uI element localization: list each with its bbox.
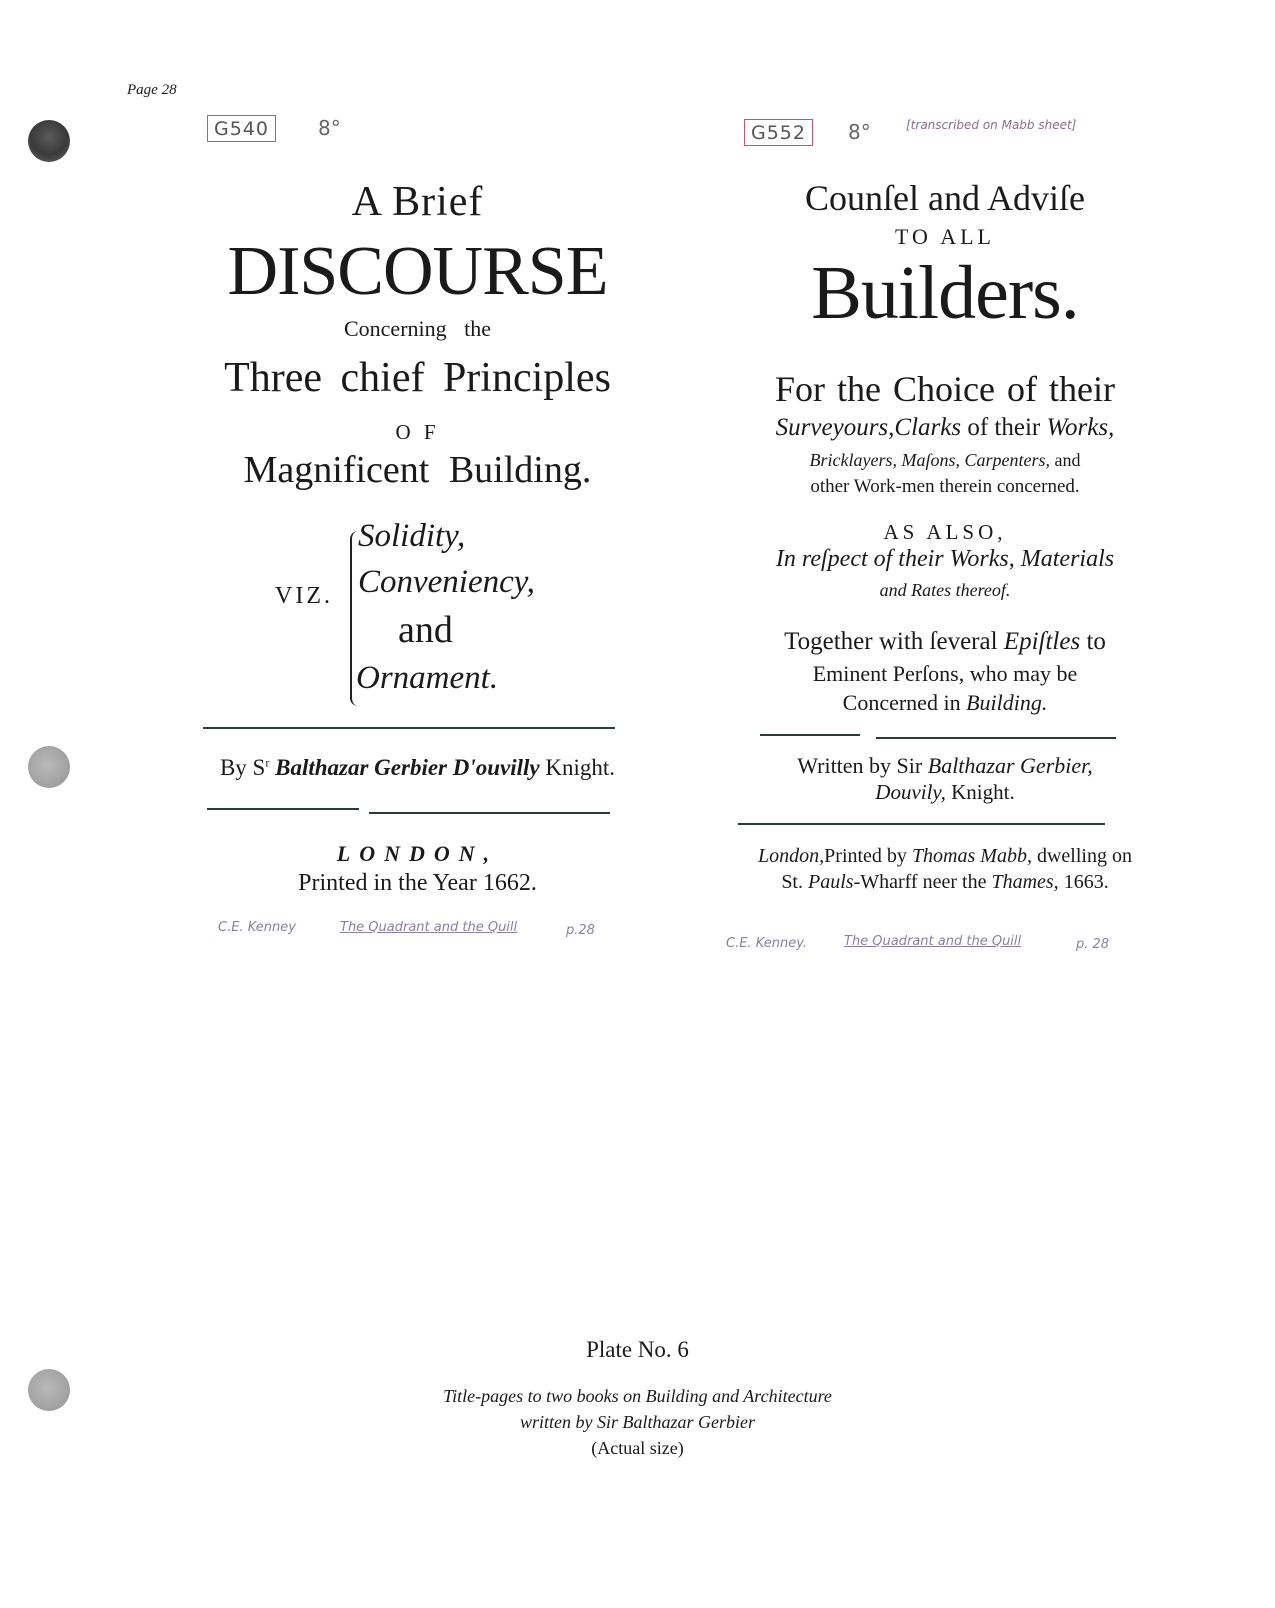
left-catalog-code: G540 <box>207 115 276 142</box>
right-imprint2-a: St. <box>781 871 808 893</box>
page-label: Page 28 <box>127 82 177 98</box>
left-rule-2a <box>207 808 359 810</box>
right-annotation-name: C.E. Kenney. <box>726 936 808 951</box>
right-imprint-line1 <box>735 845 1155 868</box>
left-annotation-name: C.E. Kenney <box>218 920 296 935</box>
right-line13-b: Building. <box>966 690 1048 715</box>
left-title-line1: A Brief <box>351 179 484 225</box>
right-author2-b: Knight. <box>945 780 1015 804</box>
plate-title: Plate No. 6 <box>586 1337 689 1362</box>
left-rule-1 <box>203 727 615 729</box>
right-line11-c: to <box>1080 628 1106 655</box>
left-rule-2b <box>369 812 610 814</box>
right-imprint2-b: Pauls <box>808 871 854 893</box>
right-line11-b: Epiſtles <box>1003 628 1081 655</box>
left-viz-item-3: and <box>398 609 453 651</box>
right-title-line10: and Rates thereof. <box>879 580 1011 600</box>
left-title-line5: O F <box>395 420 440 444</box>
right-title-line11 <box>735 628 1155 656</box>
left-annotation-page: p.28 <box>566 923 595 938</box>
right-title-line6 <box>735 450 1155 471</box>
right-bracket-note: [transcribed on Mabb sheet] <box>906 118 1077 132</box>
right-line6-b: and <box>1049 450 1081 470</box>
right-title-line8: AS ALSO, <box>883 520 1007 544</box>
left-viz-item-2: Conveniency, <box>358 564 535 600</box>
right-line9-c: , Materials <box>1008 546 1115 572</box>
right-title-line12: Eminent Perſons, who may be <box>812 661 1078 686</box>
left-city: LONDON, <box>336 841 499 866</box>
left-author-name: Balthazar Gerbier D'ouvilly <box>275 755 540 780</box>
left-author-prefix: By S <box>219 755 266 780</box>
right-rule-1b <box>876 737 1116 739</box>
right-format-note: 8° <box>848 120 871 144</box>
right-line5-a: Surveyours,Clarks <box>775 414 962 441</box>
right-catalog-code: G552 <box>744 119 813 146</box>
left-imprint: Printed in the Year 1662. <box>298 870 537 896</box>
left-viz-label: VIZ. <box>275 583 333 609</box>
right-imprint1-d: dwelling on <box>1031 845 1132 867</box>
right-title-line5 <box>735 414 1155 442</box>
right-author1-a: Written by Sir <box>797 753 928 778</box>
left-annotation-title: The Quadrant and the Quill <box>340 920 518 935</box>
plate-caption-line1: Title-pages to two books on Building and Architecture <box>443 1386 832 1406</box>
left-title-line3: Concerning the <box>343 316 492 341</box>
right-imprint2-d: Thames, <box>991 871 1059 893</box>
right-title-line1: Counſel and Adviſe <box>805 178 1085 218</box>
right-annotation-title: The Quadrant and the Quill <box>844 934 1022 949</box>
right-rule-2 <box>738 823 1105 825</box>
right-imprint2-c: -Wharff neer the <box>853 871 992 893</box>
right-author-line2 <box>735 780 1155 805</box>
left-title-discourse: DISCOURSE <box>227 233 608 310</box>
left-title-line6: Magnificent Building. <box>243 449 592 491</box>
right-line9-b: Works <box>949 546 1009 572</box>
right-annotation-page: p. 28 <box>1076 937 1110 952</box>
right-line5-c: Works, <box>1046 414 1115 441</box>
right-imprint2-e: 1663. <box>1058 871 1109 893</box>
right-title-line7: other Work-men therein concerned. <box>810 476 1080 497</box>
right-line13-a: Concerned in <box>842 690 967 715</box>
right-imprint1-b: Printed by <box>824 845 912 867</box>
right-title-line2: TO ALL <box>895 224 995 249</box>
right-imprint-line2 <box>735 871 1155 894</box>
hole-punch-top <box>28 120 70 162</box>
right-rule-1a <box>760 734 860 736</box>
plate-caption-line3: (Actual size) <box>591 1438 684 1458</box>
right-author2-a: Douvily, <box>875 780 946 804</box>
plate-caption-line2: written by Sir Balthazar Gerbier <box>520 1412 755 1432</box>
left-format-note: 8° <box>318 116 341 140</box>
left-viz-item-1: Solidity, <box>358 518 466 554</box>
left-viz-item-4: Ornament. <box>356 660 499 696</box>
hole-punch-middle <box>28 746 70 788</box>
right-title-line9 <box>735 546 1155 573</box>
left-author-sup: r <box>265 755 270 770</box>
right-title-builders: Builders. <box>811 251 1079 335</box>
right-author-line1 <box>735 753 1155 779</box>
right-line9-a: In reſpect of their <box>775 546 950 572</box>
right-line5-b: of their <box>961 414 1047 441</box>
right-author1-b: Balthazar Gerbier, <box>927 753 1093 778</box>
left-author-suffix: Knight. <box>545 755 616 780</box>
right-line6-a: Bricklayers, Maſons, Carpenters, <box>809 450 1050 470</box>
right-line11-a: Together with ſeveral <box>784 628 1004 655</box>
right-imprint1-a: London, <box>758 845 825 867</box>
right-imprint1-c: Thomas Mabb, <box>911 845 1032 867</box>
left-title-line4: Three chief Principles <box>224 355 611 401</box>
left-author <box>205 755 630 781</box>
right-title-line13 <box>735 690 1155 716</box>
right-title-line4: For the Choice of their <box>775 369 1115 409</box>
